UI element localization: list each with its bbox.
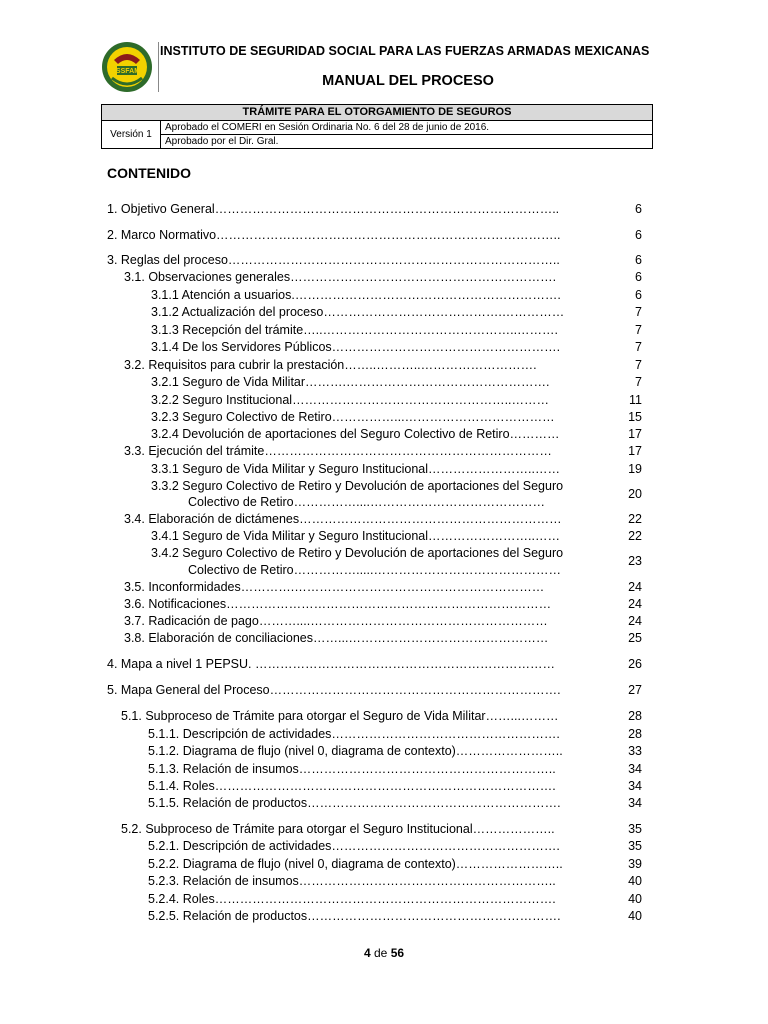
toc-page: 40 [628, 874, 642, 888]
organization-name: INSTITUTO DE SEGURIDAD SOCIAL PARA LAS FUERZAS ARMADAS MEXICANAS [160, 44, 650, 58]
toc-entry[interactable]: 3.2.4 Devolución de aportaciones del Seguro Colectivo de Retiro………… [151, 427, 560, 441]
toc-page: 20 [628, 487, 642, 501]
toc-page: 6 [635, 228, 642, 242]
toc-entry[interactable]: 3.4.2 Seguro Colectivo de Retiro y Devolución de aportaciones del Seguro [151, 546, 564, 560]
toc-entry[interactable]: 5.1.4. Roles………………………………………………………………………. [148, 779, 556, 793]
toc-entry[interactable]: 5. Mapa General del Proceso……………………………………………………………. [107, 683, 561, 697]
toc-entry[interactable]: 1. Objetivo General……………………………………………………………………….. [107, 202, 560, 216]
toc-page: 15 [628, 410, 642, 424]
toc-page: 34 [628, 762, 642, 776]
toc-page: 19 [628, 462, 642, 476]
toc-page: 25 [628, 631, 642, 645]
toc-entry[interactable]: 5.1.2. Diagrama de flujo (nivel 0, diagrama de contexto)…………………….. [148, 744, 563, 758]
toc-entry[interactable]: 3.1.4 De los Servidores Públicos………………………………………………. [151, 340, 561, 354]
toc-entry[interactable]: 3.4.1 Seguro de Vida Militar y Seguro Institucional……………………..…… [151, 529, 560, 543]
current-page: 4 [363, 946, 371, 960]
toc-page: 22 [628, 529, 642, 543]
procedure-title: TRÁMITE PARA EL OTORGAMIENTO DE SEGUROS [102, 105, 653, 121]
toc-entry[interactable]: 3.4. Elaboración de dictámenes……………………………………………………… [124, 512, 562, 526]
contents-heading: CONTENIDO [107, 165, 191, 181]
toc-entry[interactable]: 5.2.4. Roles………………………………………………………………………. [148, 892, 556, 906]
toc-page: 22 [628, 512, 642, 526]
toc-entry[interactable]: 2. Marco Normativo……………………………………………………………………….. [107, 228, 561, 242]
toc-entry[interactable]: 5.1.3. Relación de insumos…………………………………………………….. [148, 762, 556, 776]
toc-page: 7 [635, 323, 642, 337]
svg-text:ISSFAM: ISSFAM [113, 68, 141, 75]
toc-entry[interactable]: 3.8. Elaboración de conciliaciones……...………………………………………… [124, 631, 549, 645]
toc-page: 23 [628, 554, 642, 568]
toc-page: 24 [628, 614, 642, 628]
toc-entry[interactable]: 3.3.2 Seguro Colectivo de Retiro y Devolución de aportaciones del Seguro [151, 479, 564, 493]
toc-page: 24 [628, 580, 642, 594]
toc-page: 7 [635, 358, 642, 372]
page-of-label: de [373, 946, 388, 960]
approval-comeri: Aprobado el COMERI en Sesión Ordinaria No. 6 del 28 de junio de 2016. [161, 121, 653, 135]
toc-page: 26 [628, 657, 642, 671]
toc-entry[interactable]: 4. Mapa a nivel 1 PEPSU. ……………………………………………………………… [107, 657, 555, 671]
toc-page: 28 [628, 709, 642, 723]
toc-page: 40 [628, 909, 642, 923]
toc-entry[interactable]: 3.1.1 Atención a usuarios.………………………………………………………. [151, 288, 561, 302]
toc-page: 17 [628, 444, 642, 458]
toc-entry[interactable]: 5.2.1. Descripción de actividades………………………………………………. [148, 839, 560, 853]
version-cell: Versión 1 [102, 121, 161, 149]
toc-page: 6 [635, 202, 642, 216]
approval-director: Aprobado por el Dir. Gral. [161, 135, 653, 149]
toc-page: 34 [628, 779, 642, 793]
toc-page: 40 [628, 892, 642, 906]
toc-page: 24 [628, 597, 642, 611]
toc-entry[interactable]: 3.2.1 Seguro de Vida Militar……….…………………………………………. [151, 375, 550, 389]
toc-entry[interactable]: 3.3. Ejecución del trámite…………………………………………………………… [124, 444, 552, 458]
toc-entry[interactable]: 3.1. Observaciones generales………………………………………………………. [124, 270, 557, 284]
toc-entry[interactable]: 3.7. Radicación de pago………....………………………………………………… [124, 614, 548, 628]
toc-page: 33 [628, 744, 642, 758]
toc-entry-continuation[interactable]: Colectivo de Retiro……………....…………………………………… [188, 495, 545, 509]
toc-entry[interactable]: 3.3.1 Seguro de Vida Militar y Seguro Institucional……………………..…… [151, 462, 560, 476]
toc-page: 27 [628, 683, 642, 697]
toc-page: 7 [635, 340, 642, 354]
toc-entry[interactable]: 5.2. Subproceso de Trámite para otorgar el Seguro Institucional……………….. [121, 822, 555, 836]
toc-page: 17 [628, 427, 642, 441]
toc-page: 35 [628, 822, 642, 836]
toc-page: 39 [628, 857, 642, 871]
toc-entry[interactable]: 3.1.2 Actualización del proceso…………………………………….…………… [151, 305, 565, 319]
toc-entry[interactable]: 5.2.5. Relación de productos……………………………………………………. [148, 909, 561, 923]
toc-page: 6 [635, 253, 642, 267]
total-pages: 56 [390, 946, 405, 960]
toc-page: 6 [635, 288, 642, 302]
toc-page: 7 [635, 305, 642, 319]
toc-entry-continuation[interactable]: Colectivo de Retiro…………….....……………………………………… [188, 563, 561, 577]
toc-entry[interactable]: 3.5. Inconformidades………….…………………………………………………… [124, 580, 545, 594]
toc-page: 7 [635, 375, 642, 389]
toc-entry[interactable]: 3.2.2 Seguro Institucional……………………………………………..……… [151, 393, 550, 407]
toc-entry[interactable]: 3.6. Notificaciones…………………………………………………………………… [124, 597, 552, 611]
toc-entry[interactable]: 5.1.5. Relación de productos……………………………………………………. [148, 796, 561, 810]
toc-entry[interactable]: 5.1. Subproceso de Trámite para otorgar el Seguro de Vida Militar……...……… [121, 709, 559, 723]
toc-entry[interactable]: 5.2.3. Relación de insumos…………………………………………………….. [148, 874, 556, 888]
page-number [0, 946, 768, 960]
toc-page: 34 [628, 796, 642, 810]
toc-page: 11 [629, 393, 642, 407]
manual-title: MANUAL DEL PROCESO [322, 73, 494, 89]
toc-page: 35 [628, 839, 642, 853]
toc-entry[interactable]: 3. Reglas del proceso…………………………………………………………………….. [107, 253, 560, 267]
toc-entry[interactable]: 3.1.3 Recepción del trámite…..………………………………………..………. [151, 323, 559, 337]
toc-entry[interactable]: 3.2. Requisitos para cubrir la prestación……..………..………………………. [124, 358, 537, 372]
toc-entry[interactable]: 3.2.3 Seguro Colectivo de Retiro……………...……………………………… [151, 410, 555, 424]
toc-page: 28 [628, 727, 642, 741]
toc-page: 6 [635, 270, 642, 284]
toc-entry[interactable]: 5.2.2. Diagrama de flujo (nivel 0, diagrama de contexto)…………………….. [148, 857, 563, 871]
toc-entry[interactable]: 5.1.1. Descripción de actividades………………………………………………. [148, 727, 560, 741]
